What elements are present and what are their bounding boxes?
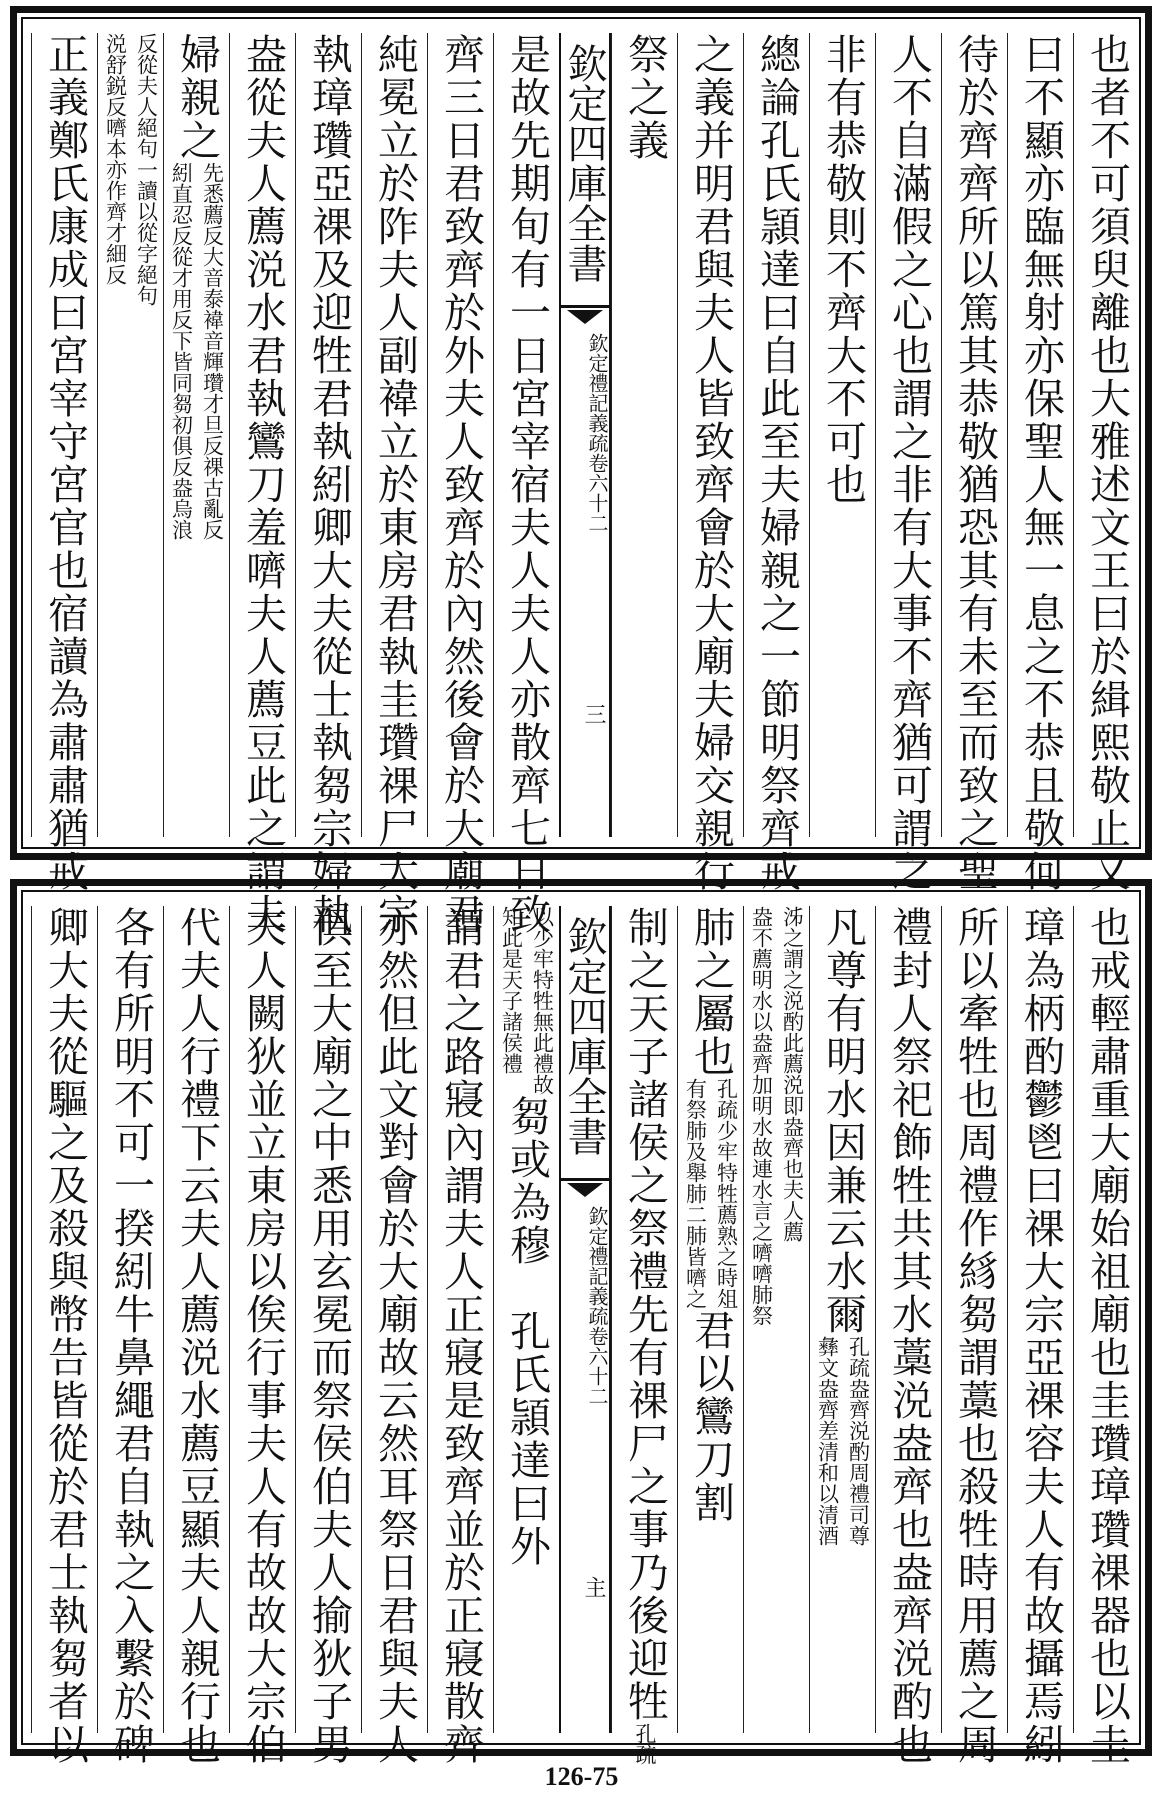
column-text: 代夫人行禮下云夫人薦涚水薦豆顯夫人親行也 (173, 906, 221, 1766)
text-column (31, 33, 97, 893)
column-text: 齊三日君致齊於外夫人致齊於內然後會於大廟君 (437, 33, 485, 936)
text-column (875, 33, 941, 893)
text-column (427, 906, 493, 1766)
column-text: 待於齊齊所以篤其恭敬猶恐其有未至而致之聖 (951, 33, 999, 893)
commentary-pair (680, 1078, 742, 1309)
column-text: 芻或為穆 孔氏頴達曰外 (503, 1095, 551, 1568)
volume-info (561, 333, 609, 533)
column-text: 肺之屬也 (687, 906, 735, 1078)
commentary-note: 以少牢特牲無此禮故 (530, 906, 555, 1095)
commentary-pair (100, 33, 162, 306)
text-column (163, 33, 229, 837)
column-text: 祭之義 (621, 33, 669, 162)
commentary-note: 孔疏 (633, 1723, 657, 1765)
text-column (1007, 33, 1073, 893)
upper-text-columns (23, 33, 1139, 936)
column-text: 也者不可須臾離也大雅述文王曰於緝熙敬止又 (1083, 33, 1131, 893)
text-column (941, 906, 1007, 1766)
volume-info-line: 欽定禮記義疏 (585, 333, 609, 453)
column-text: 是故先期旬有一日宮宰宿夫人夫人亦散齊七日致 (503, 33, 551, 936)
commentary-pair (629, 1723, 660, 1765)
text-column (31, 906, 97, 1766)
text-column (611, 33, 677, 837)
volume-info (561, 1206, 609, 1406)
text-column (97, 33, 163, 837)
text-column (163, 906, 229, 1766)
fishtail-ornament (561, 305, 609, 330)
column-text: 俱至大廟之中悉用玄冕而祭侯伯夫人揄狄子男 (305, 906, 353, 1766)
column-text: 純冕立於阼夫人副褘立於東房君執圭瓚祼尸大宗 (371, 33, 419, 936)
commentary-pair (166, 162, 228, 540)
column-text: 制之天子諸侯之祭禮先有祼尸之事乃後迎牲 (621, 906, 669, 1723)
column-text: 君以鸞刀割 (687, 1309, 735, 1524)
column-text: 正義鄭氏康成曰宮宰守宮官也宿讀為肅肅猶戒 (41, 33, 89, 893)
column-text: 執璋瓚亞祼及迎牲君執紖卿大夫從士執芻宗婦執 (305, 33, 353, 936)
column-text: 之義并明君與夫人皆致齊會於大廟夫婦交親行 (687, 33, 735, 893)
volume-info-line: 卷六十二 (585, 453, 609, 533)
commentary-pair (746, 906, 808, 1326)
fishtail-ornament (561, 1178, 609, 1203)
text-column (493, 906, 559, 1733)
column-text: 凡尊有明水因兼云水爾 (819, 906, 867, 1336)
book-title: 欽定四庫全書 (561, 916, 607, 1156)
commentary-note: 彝文盎齊差清和以清酒 (815, 1336, 840, 1546)
text-column (295, 33, 361, 936)
volume-info-line: 欽定禮記義疏 (585, 1206, 609, 1326)
text-column (295, 906, 361, 1766)
lower-text-columns (23, 906, 1139, 1766)
center-fold-column (559, 33, 611, 837)
text-column (97, 906, 163, 1766)
column-text: 所以牽牲也周禮作絼芻謂藁也殺牲時用薦之周 (951, 906, 999, 1766)
column-text: 人不自滿假之心也謂之非有大事不齊猶可謂之 (885, 33, 933, 893)
text-column (941, 33, 1007, 893)
text-column (229, 906, 295, 1766)
text-column (875, 906, 941, 1766)
text-column (1007, 906, 1073, 1766)
lower-page-inner-border (21, 890, 1141, 1766)
column-text: 婦親之 (173, 33, 221, 162)
lower-page-frame (10, 879, 1152, 1766)
commentary-note: 先悉薦反大音泰褘音輝瓚才旦反祼古亂反 (200, 162, 225, 540)
upper-page-inner-border (21, 17, 1141, 936)
commentary-pair (812, 1336, 874, 1546)
folio-number: 主 (581, 1576, 606, 1598)
column-text: 禮封人祭祀飾牲共其水藁涚盎齊也盎齊涚酌也 (885, 906, 933, 1766)
text-column (427, 33, 493, 936)
column-text: 夫人闕狄並立東房以俟行事夫人有故故大宗伯 (239, 906, 287, 1766)
commentary-pair (496, 906, 558, 1095)
commentary-note: 泲之謂之涚酌此薦涚即盎齊也夫人薦 (780, 906, 805, 1242)
center-fold-column (559, 906, 611, 1733)
column-text: 璋為柄酌鬱鬯曰祼大宗亞祼容夫人有故攝焉紖 (1017, 906, 1065, 1766)
column-text: 謂君之路寢內謂夫人正寢是致齊並於正寢散齊 (437, 906, 485, 1766)
commentary-note: 反從夫人絕句一讀以從字絕句 (134, 33, 159, 306)
text-column (809, 906, 875, 1733)
commentary-note: 涚舒鋭反嚌本亦作齊才細反 (103, 33, 128, 285)
text-column (1073, 906, 1139, 1766)
text-column (677, 906, 743, 1733)
column-text: 總論孔氏頴達曰自此至夫婦親之一節明祭齊戒 (753, 33, 801, 893)
text-column (1073, 33, 1139, 893)
text-column (677, 33, 743, 893)
text-column (361, 33, 427, 936)
text-column (611, 906, 677, 1765)
page-number: 126-75 (544, 1762, 619, 1791)
folio-number: 三 (581, 703, 606, 725)
text-column (743, 906, 809, 1733)
book-title: 欽定四庫全書 (561, 43, 607, 283)
column-text: 非有恭敬則不齊大不可也 (819, 33, 867, 506)
upper-page-frame (10, 6, 1152, 936)
commentary-note: 知此是天子諸侯禮 (499, 906, 524, 1074)
commentary-note: 孔疏少牢特牲薦熟之時俎 (714, 1078, 739, 1309)
column-text: 各有所明不可一揆紖牛鼻繩君自執之入繫於碑 (107, 906, 155, 1766)
commentary-note: 有祭肺及舉肺二肺皆嚌之 (683, 1078, 708, 1309)
column-text: 卿大夫從驅之及殺與幣告皆從於君士執芻者以 (41, 906, 89, 1766)
column-text: 亦然但此文對會於大廟故云然耳祭日君與夫人 (371, 906, 419, 1766)
commentary-note: 紖直忍反從才用反下皆同芻初俱反盎烏浪 (169, 162, 194, 540)
commentary-note: 孔疏盎齊涚酌周禮司尊 (846, 1336, 871, 1546)
text-column (809, 33, 875, 837)
text-column (361, 906, 427, 1766)
column-text: 曰不顯亦臨無射亦保聖人無一息之不恭且敬何 (1017, 33, 1065, 893)
column-text: 也戒輕肅重大廟始祖廟也圭瓚璋瓚祼器也以圭 (1083, 906, 1131, 1766)
volume-info-line: 卷六十二 (585, 1326, 609, 1406)
commentary-note: 盎不薦明水以盎齊加明水故連水言之嚌嚌肺祭 (749, 906, 774, 1326)
text-column (493, 33, 559, 936)
text-column (229, 33, 295, 936)
column-text: 盎從夫人薦涚水君執鸞刀羞嚌夫人薦豆此之謂夫 (239, 33, 287, 936)
text-column (743, 33, 809, 893)
